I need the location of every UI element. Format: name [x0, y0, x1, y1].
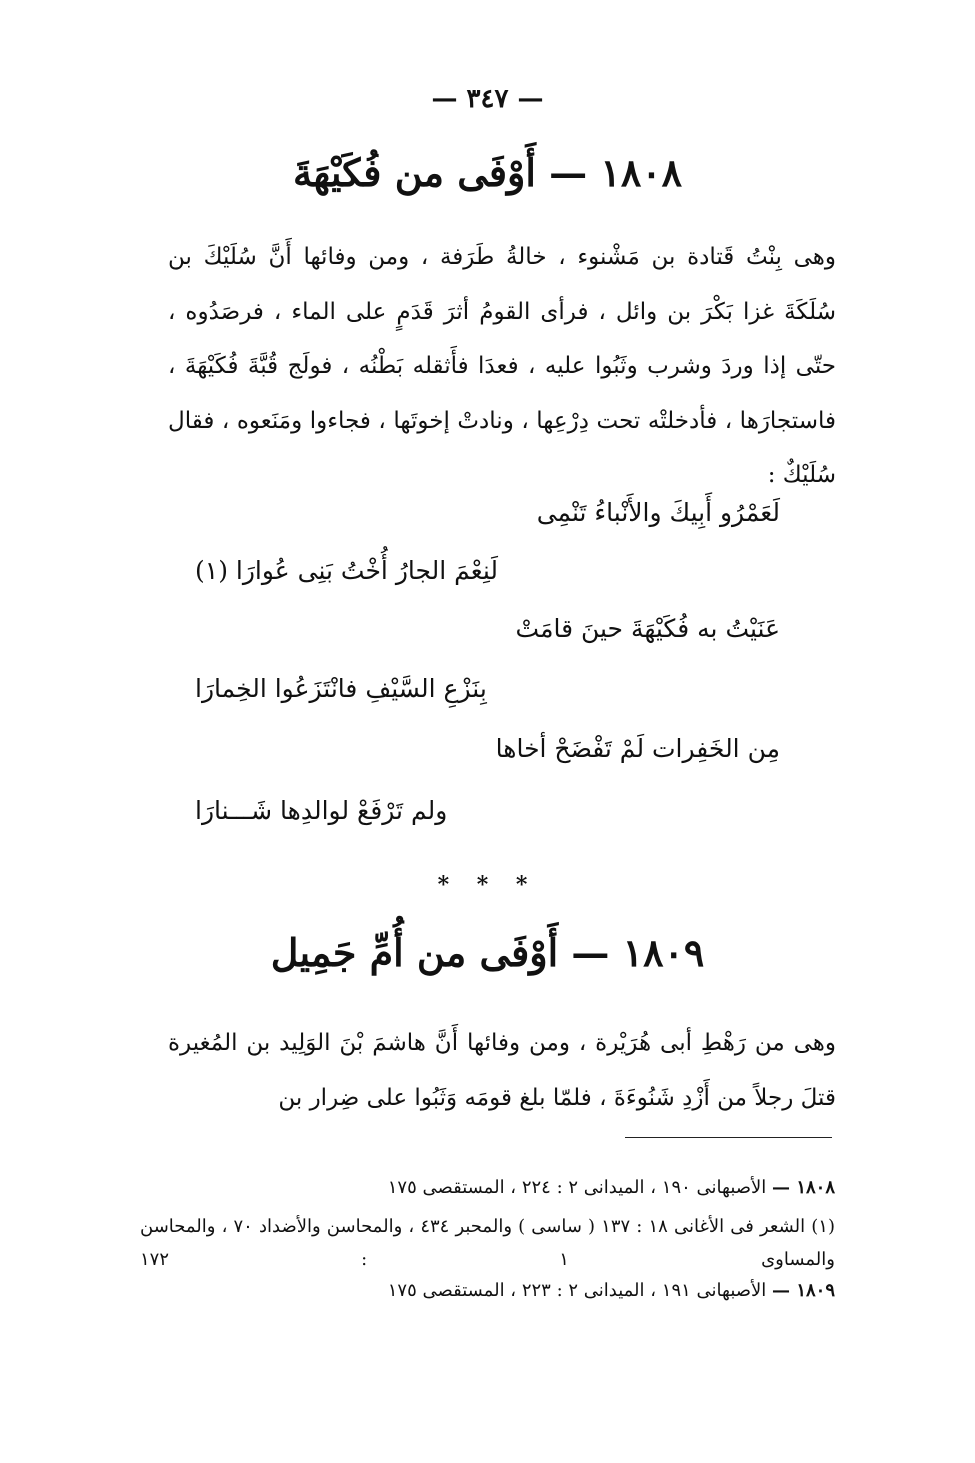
- section-separator: * * *: [437, 872, 538, 898]
- verse-line: مِن الخَفِرات لَمْ تَفْضَحْ أخاها: [495, 734, 780, 763]
- footnote-text: الأصبهانى ١٩٠ ، الميدانى ٢ : ٢٢٤ ، المستقصى ١٧٥: [387, 1177, 767, 1198]
- footnote-divider: [625, 1137, 832, 1138]
- verse-line: عَنَيْتُ به فُكَيْهَةَ حينَ قامَتْ: [515, 614, 780, 643]
- verse-line: بِنَزْعِ السَّيْفِ فانْتَزَعُوا الخِمارَا: [195, 674, 487, 703]
- page-number: — ٣٤٧ —: [431, 84, 544, 114]
- entry-paragraph-1809: وهى من رَهْطِ أبى هُرَيْرة ، ومن وفائها أَنَّ هاشمَ بْنَ الوَلِيد بن المُغيرة قتلَ رجلاً من أَزْدِ شَنُوءَةَ ، فلمّا بلغ قومَه وَثَبُوا على ضِرار بن: [168, 1030, 836, 1111]
- entry-paragraph-1808: وهى بِنْتُ قَتادة بن مَشْنوء ، خالةُ طَرَفة ، ومن وفائها أَنَّ سُلَيْكَ بن سُلَكَةَ غزا بَكْرَ بن وائل ، فرأى القومُ أثرَ قَدَمٍ على الماء ، فرصَدُوه ، حتّى إذا وردَ وشرب وثَبُوا عليه ، فعدَا فأَثقله بَطْنُه ، فولَج قُبَّةَ فُكَيْهَةَ ، فاستجارَها ، فأدخلتْه تحت دِرْعِها ، ونادتْ إخوتَها ، فجاءوا ومَنَعوه ، فقال سُلَيْكٌ :: [168, 244, 836, 488]
- footnote-ref: ١٨٠٩ —: [772, 1280, 835, 1301]
- verse-line: ولم تَرْفَعْ لوالدِها شَـــنارَا: [195, 796, 448, 825]
- verse-line: لَعَمْرُو أَبِيكَ والأَنْباءُ تَنْمِى: [536, 498, 780, 527]
- footnote-text: الأصبهانى ١٩١ ، الميدانى ٢ : ٢٢٣ ، المستقصى ١٧٥: [387, 1280, 767, 1301]
- footnote-1: (١) الشعر فى الأغانى ١٨ : ١٣٧ ( ساسى ) والمحبر ٤٣٤ ، والمحاسن والأضداد ٧٠ ، والمحاسن والمساوى ١ : ١٧٢: [140, 1216, 835, 1270]
- entry-heading-1808: ١٨٠٨ — أَوْفَى من فُكَيْهَةَ: [292, 150, 683, 195]
- verse-line: لَنِعْمَ الجارُ أُخْتُ بَنِى عُوارَا (١): [195, 556, 499, 585]
- footnote-ref: ١٨٠٨ —: [772, 1177, 835, 1198]
- entry-heading-1809: ١٨٠٩ — أَوْفَى من أُمِّ جَمِيل: [270, 930, 705, 975]
- footnote-1808: [388, 1177, 835, 1198]
- footnote-1809: [388, 1280, 835, 1301]
